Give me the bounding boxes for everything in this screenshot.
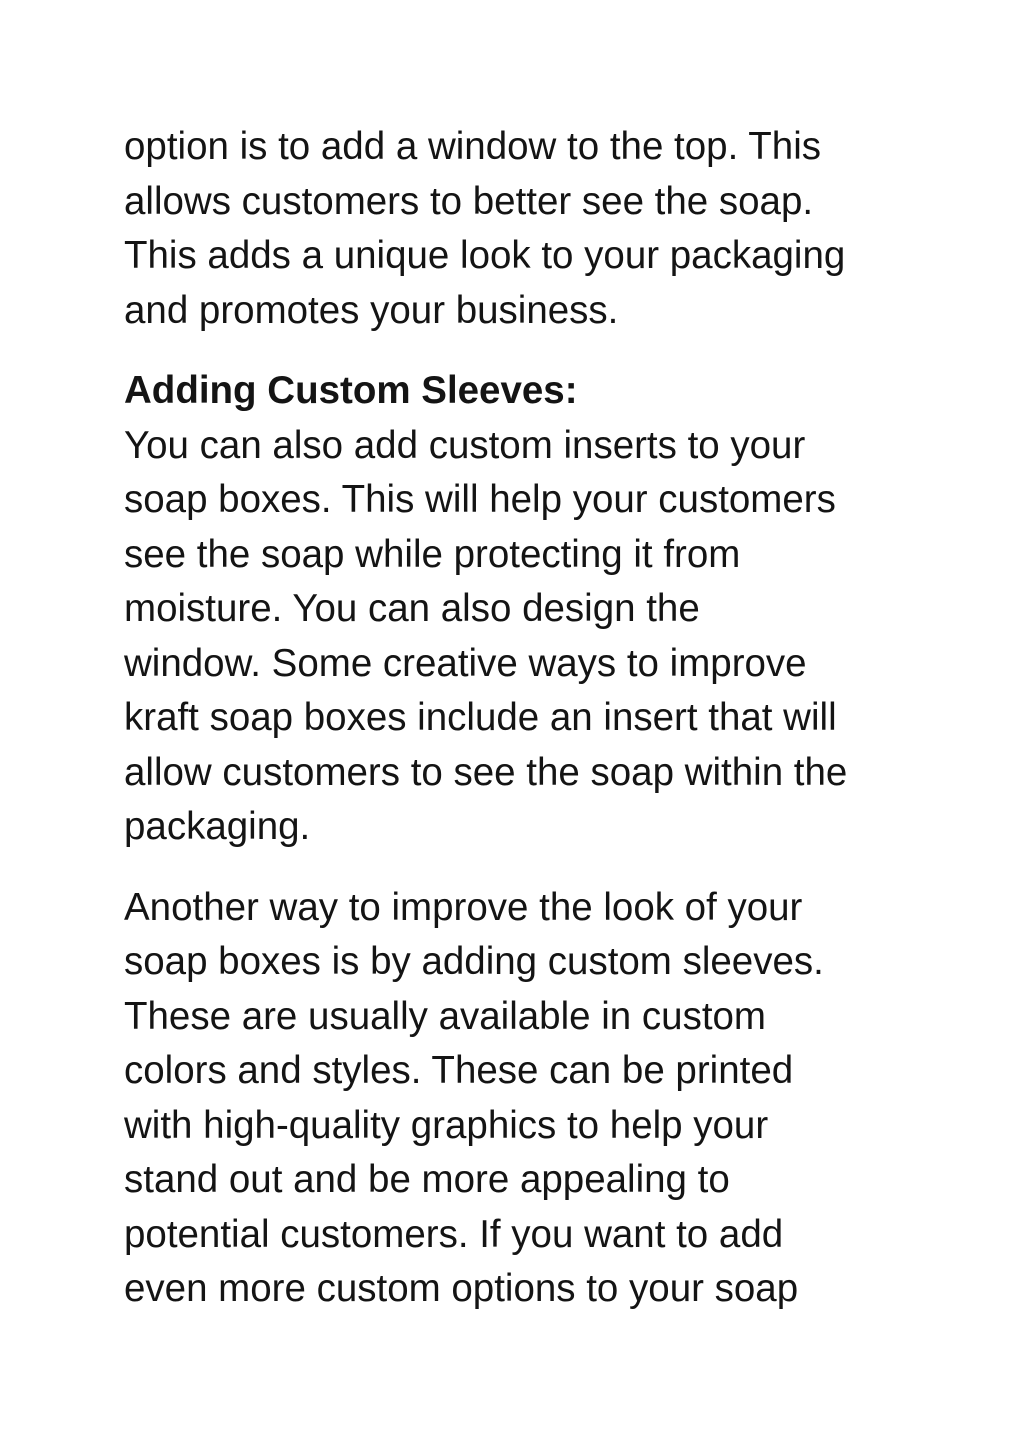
paragraph-custom-inserts xyxy=(124,419,914,855)
text-line: option is to add a window to the top. This xyxy=(124,125,822,168)
text-line: packaging. xyxy=(124,805,311,848)
text-line: Another way to improve the look of your xyxy=(124,885,803,929)
section-custom-sleeves xyxy=(124,364,914,855)
text-line: soap boxes is by adding custom sleeves. xyxy=(124,940,824,983)
text-line: potential customers. If you want to add xyxy=(124,1212,784,1256)
text-line: and promotes your business. xyxy=(124,288,619,332)
text-line: colors and styles. These can be printed xyxy=(124,1049,794,1092)
paragraph-window-option xyxy=(124,120,914,338)
text-line: This adds a unique look to your packaging xyxy=(124,234,846,277)
text-line: You can also add custom inserts to your xyxy=(124,423,806,467)
text-line: moisture. You can also design the xyxy=(124,587,700,630)
text-line: These are usually available in custom xyxy=(124,994,766,1038)
text-line: allows customers to better see the soap. xyxy=(124,179,814,223)
text-line: stand out and be more appealing to xyxy=(124,1158,730,1201)
paragraph-custom-sleeves xyxy=(124,881,914,1317)
document-body xyxy=(124,120,914,1317)
section-heading: Adding Custom Sleeves: xyxy=(124,369,578,412)
text-line: with high-quality graphics to help your xyxy=(124,1103,769,1147)
text-line: soap boxes. This will help your customers xyxy=(124,478,836,521)
text-line: kraft soap boxes include an insert that will xyxy=(124,696,837,739)
text-line: allow customers to see the soap within the xyxy=(124,750,848,794)
text-line: even more custom options to your soap xyxy=(124,1267,799,1310)
text-line: window. Some creative ways to improve xyxy=(124,641,807,685)
text-line: see the soap while protecting it from xyxy=(124,532,741,576)
